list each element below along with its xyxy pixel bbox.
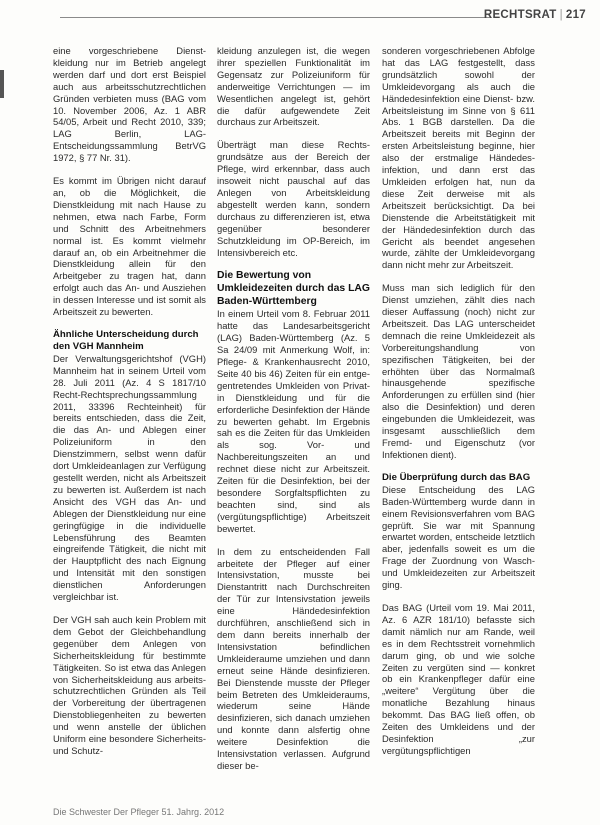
page-footer: Die Schwester Der Pfleger 51. Jahrg. 2012 xyxy=(53,807,225,817)
paragraph: Überträgt man diese Rechtsgrundsätze aus der Bereich der Pflege, wird erkennbar, dass auch insoweit nicht pauschal auf das Anlegen von Arbeitskleidung abgestellt werden kann, sondern durchaus zu differenzieren ist, etwa gegenüber besonderer Schutzkleidung im OP-Bereich, im Intensivbereich etc. xyxy=(217,139,370,258)
paragraph: Das BAG (Urteil vom 19. Mai 2011, Az. 6 AZR 181/10) befasste sich damit nämlich nur am Rande, weil es in dem Rechtsstreit vornehmlich darum ging, ob und wie solche Zeiten zu vergüten sind — konkret ob ein Krankenpfleger dafür eine „weitere“ Vergütung über die monatliche Bezahlung hinaus bekommt. Das BAG ließ offen, ob Zeiten des Umkleidens und der Desinfektion „zur vergütungspflichtigen xyxy=(382,601,535,756)
paragraph: sonderen vorgeschriebenen Abfolge hat das LAG festgestellt, dass grundsätzlich sowohl der Umkleidevorgang als auch die Händedesinfektion eine Dienst- bzw. Arbeitsleistung im Sinne von § 611 Abs. 1 BGB darstellen. Da die Arbeitszeit bereits mit Beginn der ersten Arbeitsleistung beginne, hier also der erstmalige Händedesinfektion, und dann erst das Umkleiden erfolgen hat, nun da diese Zeit derweise mit als Arbeitszeit berücksichtigt. Da bei Dienstende die Arbeitstätigkeit mit der Händedesinfektion durch das Gericht als beendet angesehen wurde, zählte der Umkleidevorgang dann nicht mehr zur Arbeitszeit. xyxy=(382,45,535,271)
paragraph: In dem zu entscheidenden Fall arbeitete der Pfleger auf einer Intensivstation, musste bei Dienstantritt nach Durchschreiten der Tür zur Intensivstation jeweils eine Händedesinfektion durchführen, anschließend sich in dem dann bereits innerhalb der Intensivstation befindlichen Umkleideraume umziehen und dann erneut seine Hände desinfizieren. Bei Dienstende musste der Pfleger beim Betreten des Umkleideraums, wiederum seine Hände desinfizieren, sich danach umziehen und konnte dann alsfertig ohne weitere Desinfektion die Intensivstation verlassen. Aufgrund dieser be- xyxy=(217,545,370,771)
header-separator: | xyxy=(559,9,563,21)
article-column-2 xyxy=(217,45,370,772)
page-number: 217 xyxy=(565,9,586,21)
paragraph: Der Verwaltungsgerichtshof (VGH) Mannheim hat in seinem Urteil vom 28. Juli 2011 (Az. 4 S 1817/10 Recht-Rechtsprechungssammlung 2011, 33396 Rechteinheit) für bereits entschieden, dass die Zeit, die das An- und Ablegen einer Polizeiuniform in den Dienstzimmern, selbst wenn dafür dort Umkleideanlagen zur Verfügung gestellt werden, nicht als Arbeitszeit zu bewerten ist. Außerdem ist nach Ansicht des VGH das An- und Ablegen der Dienstkleidung nur eine geringfügige in die individuelle Lebensführung des Beamten eingreifende Tätigkeit, die nicht mit der Hauptpflicht des nach Eignung und Intensität mit den sonstigen dienstlichen Anforderungen vergleichbar ist. xyxy=(53,352,206,603)
paragraph: Diese Entscheidung des LAG Baden-Württemberg wurde dann in einem Revisionsverfahren vom BAG geprüft. Sie war mit Spannung erwartet worden, entscheide letztlich aber, jedenfalls soweit es um die Frage der Zuordnung von Wasch- und Umkleidezeiten zur Arbeitszeit ging. xyxy=(382,483,535,591)
article-column-1 xyxy=(53,45,206,757)
header-section: RECHTSRAT xyxy=(483,9,557,21)
section-heading: Die Bewertung von Umkleidezeiten durch das LAG Baden-Württemberg xyxy=(217,270,371,308)
paragraph: Der VGH sah auch kein Problem mit dem Gebot der Gleichbehandlung gegenüber dem Anlegen von Sicherheitskleidung für bestimmte Tätigkeiten. So ist etwa das Anlegen von Sicherheitskleidung aus arbeitsschutzrechtlichen Gründen als Teil der Vorbereitung der übertragenen Dienstobliegenheiten zu bewerten und wenn anstelle der üblichen Uniform eine besondere Sicherheits- und Schutz- xyxy=(53,613,206,756)
subheading: Die Überprüfung durch das BAG xyxy=(382,471,531,483)
margin-marker xyxy=(0,70,4,98)
article-column-3 xyxy=(382,45,535,757)
paragraph: eine vorgeschriebene Dienstkleidung nur im Betrieb angelegt werden darf und dort erst Beispiel auch aus arbeitsschutzrechtlichen Gründen verbieten muss (BAG vom 10. November 2006, Az. 1 ABR 54/05, Arbeit und Recht 2010, 339; LAG Berlin, LAG-Entscheidungssammlung BetrVG 1972, § 77 Nr. 31). xyxy=(53,45,206,164)
paragraph: Es kommt im Übrigen nicht darauf an, ob die Möglichkeit, die Dienstkleidung mit nach Hause zu nehmen, etwa nach Farbe, Form und Schnitt des Arbeitnehmers normal ist. Es kommt vielmehr darauf an, ob ein Arbeitnehmer die Dienstkleidung allein für den Arbeitgeber zu tragen hat, dann erfolgt auch das An- und Ausziehen in dessen Interesse und ist somit als Arbeitszeit zu bewerten. xyxy=(53,175,206,318)
header-rule xyxy=(60,17,490,18)
subheading: Ähnliche Unterscheidung durch den VGH Mannheim xyxy=(53,328,199,352)
paragraph: kleidung anzulegen ist, die wegen ihrer speziellen Funktionalität im Gegensatz zur Polizeiuniform für anderweitige Verrichtungen — im Wesentlichen angelegt ist, gehört die dafür aufgewendete Zeit durchaus zur Arbeitszeit. xyxy=(217,45,370,128)
paragraph: Muss man sich lediglich für den Dienst umziehen, zählt dies nach dieser Auffassung (noch) nicht zur Arbeitszeit. Das LAG unterscheidet demnach die reine Umkleidezeit als Vorbereitungshandlung von spezifischen Tätigkeiten, bei der erhöhten über das Normalmaß hinausgehende spezifische Anforderungen zu erfüllen sind (hier also die Desinfektion) und deren eingebunden die Umkleidezeit, was insgesamt ausschließlich dem Fremd- und Eigenschutz (vor Infektionen dient). xyxy=(382,282,535,460)
page-header xyxy=(484,9,586,21)
paragraph: In einem Urteil vom 8. Februar 2011 hatte das Landesarbeitsgericht (LAG) Baden-Württemberg (Az. 5 Sa 24/09 mit Anmerkung Wolf, in: Pflege- & Krankenhausrecht 2010, Seite 40 bis 46) Zeiten für ein entgegentretendes Umkleiden von Privat- in Dienstkleidung und für die erforderliche Desinfektion der Hände zu bewerten gehabt. Im Ergebnis sah es die Zeiten für das Umkleiden als sog. Vor- und Nachbereitungszeiten an und rechnet diese nicht zur Arbeitszeit. Zeiten für die Desinfektion, bei der besondere Sorgfaltspflichten zu beachten sind, sind als (vergütungspflichtige) Arbeitszeit bewertet. xyxy=(217,308,370,534)
